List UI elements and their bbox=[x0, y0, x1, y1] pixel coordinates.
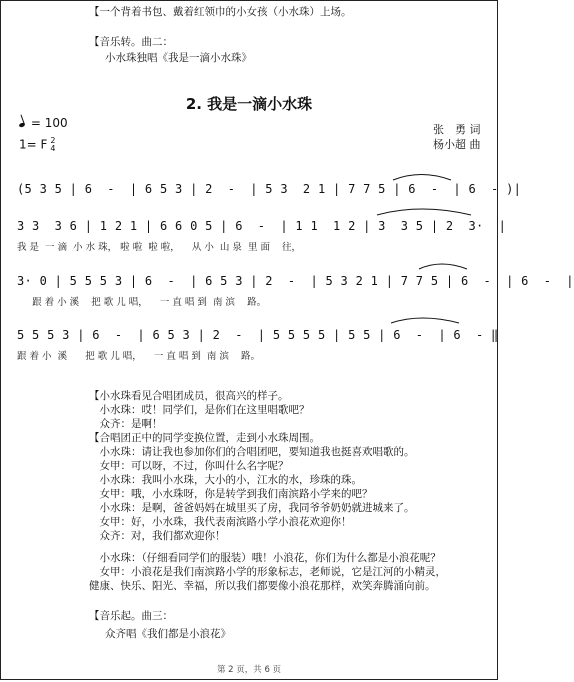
lyrics-row-4: 跟 着 小 溪 把 歌 儿 唱， 一 直 唱 到 南 滨 路。 bbox=[17, 351, 261, 362]
page-footer: 第 2 页，共 6 页 bbox=[216, 665, 282, 675]
dialogue-line: 健康、快乐、阳光、幸福，所以我们都要像小浪花那样，欢笑奔腾涌向前。 bbox=[89, 580, 436, 592]
score-row-4: 5 5 5 3 | 6 - | 6 5 3 | 2 - | 5 5 5 5 | 5 5 | 6 - | 6 - ‖ bbox=[17, 328, 499, 342]
dialogue-line: 女甲：好，小水珠，我代表南滨路小学小浪花欢迎你！ bbox=[89, 516, 352, 528]
dialogue-line: 女甲：小浪花是我们南滨路小学的形象标志，老师说，它是江河的小精灵， bbox=[89, 566, 446, 578]
score-row-3: 3· 0 | 5 5 5 3 | 6 - | 6 5 3 | 2 - | 5 3 2 1 | 7 7 5 | 6 - | 6 - | bbox=[17, 274, 574, 288]
music-cue: 【音乐起。曲三： bbox=[89, 610, 173, 622]
dialogue-line: 女甲：可以呀，不过，你叫什么名字呢？ bbox=[89, 460, 289, 472]
dialogue-line: 小水珠：是啊，爸爸妈妈在城里买了房，我同爷爷奶奶就进城来了。 bbox=[89, 502, 415, 514]
dialogue-line: 小水珠：哎！同学们，是你们在这里唱歌吧？ bbox=[89, 404, 310, 416]
lyricist: 张 勇 词 bbox=[433, 123, 481, 136]
dialogue-line: 小水珠：（仔细看同学们的服装）哦！小浪花，你们为什么都是小浪花呢？ bbox=[89, 552, 441, 564]
lyrics-row-2: 我 是 一 滴 小 水 珠， 啦 啦 啦 啦， 从 小 山 泉 里 面 往， bbox=[17, 242, 302, 253]
dialogue-line: 小水珠：我叫小水珠，大小的小，江水的水，珍珠的珠。 bbox=[89, 474, 362, 486]
key-value: 1= F bbox=[19, 137, 48, 152]
stage-direction: 【一个背着书包、戴着红领巾的小女孩（小水珠）上场。 bbox=[89, 6, 352, 18]
score-row-2: 3 3 3 6 | 1 2 1 | 6 6 0 5 | 6 - | 1 1 1 2 | 3 3 5 | 2 3· | bbox=[17, 219, 507, 233]
song-title: 2. 我是一滴小水珠 bbox=[185, 95, 313, 113]
chorus-line: 众齐唱《我们都是小浪花》 bbox=[105, 628, 231, 640]
score-row-1: (5 3 5 | 6 - | 6 5 3 | 2 - | 5 3 2 1 | 7 7 5 | 6 - | 6 - )| bbox=[17, 182, 522, 196]
music-cue: 【音乐转。曲二： bbox=[89, 36, 173, 48]
time-bottom: 4 bbox=[50, 144, 56, 153]
tempo-value: = 100 bbox=[30, 116, 68, 130]
dialogue-line: 众齐：对，我们都欢迎你！ bbox=[89, 530, 226, 542]
dialogue-line: 众齐：是啊！ bbox=[89, 418, 163, 430]
composer: 杨小超 曲 bbox=[433, 138, 481, 151]
dialogue-line: 【小水珠看见合唱团成员，很高兴的样子。 bbox=[89, 390, 289, 402]
dialogue-line: 【合唱团正中的同学变换位置，走到小水珠周围。 bbox=[89, 432, 320, 444]
solo-line: 小水珠独唱《我是一滴小水珠》 bbox=[105, 52, 252, 64]
dialogue-line: 女甲：哦，小水珠呀，你是转学到我们南滨路小学来的吧？ bbox=[89, 488, 373, 500]
dialogue-line: 小水珠：请让我也参加你们的合唱团吧，要知道我也挺喜欢唱歌的。 bbox=[89, 446, 415, 458]
time-top: 2 bbox=[50, 136, 56, 145]
lyrics-row-3: 跟 着 小 溪 把 歌 儿 唱， 一 直 唱 到 南 滨 路。 bbox=[17, 297, 267, 308]
